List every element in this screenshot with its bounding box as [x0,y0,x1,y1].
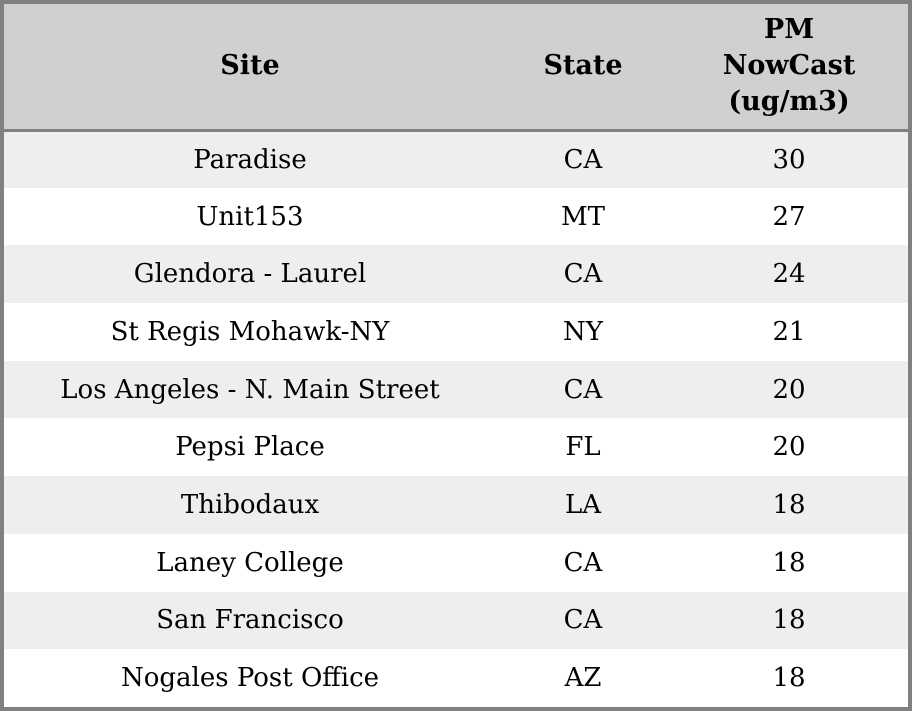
cell-state: MT [496,188,670,246]
cell-state: CA [496,592,670,650]
cell-state: LA [496,476,670,534]
table-row [4,188,908,246]
cell-pm-nowcast: 30 [670,130,908,188]
table-header [4,4,908,130]
cell-pm-nowcast: 18 [670,592,908,650]
column-header-site-label: Site [220,50,280,82]
pm-nowcast-table [4,4,908,707]
cell-site: Nogales Post Office [4,649,496,707]
table-row [4,303,908,361]
cell-state: CA [496,534,670,592]
table-row [4,130,908,188]
cell-site: San Francisco [4,592,496,650]
table-row [4,245,908,303]
cell-site: Glendora - Laurel [4,245,496,303]
header-row [4,4,908,130]
cell-pm-nowcast: 20 [670,418,908,476]
column-header-state-label: State [543,50,623,82]
cell-pm-nowcast: 27 [670,188,908,246]
table-row [4,534,908,592]
cell-state: CA [496,130,670,188]
column-header-pm-nowcast [670,4,908,130]
cell-state: FL [496,418,670,476]
table-row [4,649,908,707]
cell-pm-nowcast: 18 [670,476,908,534]
table-row [4,361,908,419]
cell-site: Pepsi Place [4,418,496,476]
cell-pm-nowcast: 24 [670,245,908,303]
table-row [4,418,908,476]
cell-site: Laney College [4,534,496,592]
cell-site: Paradise [4,130,496,188]
cell-state: CA [496,361,670,419]
column-header-pm-nowcast-label: PM NowCast (ug/m3) [722,13,856,118]
table-body [4,130,908,707]
cell-site: St Regis Mohawk-NY [4,303,496,361]
table-row [4,476,908,534]
cell-state: CA [496,245,670,303]
cell-pm-nowcast: 18 [670,534,908,592]
cell-pm-nowcast: 18 [670,649,908,707]
column-header-site [4,4,496,130]
cell-pm-nowcast: 21 [670,303,908,361]
table-row [4,592,908,650]
cell-state: AZ [496,649,670,707]
cell-site: Los Angeles - N. Main Street [4,361,496,419]
cell-pm-nowcast: 20 [670,361,908,419]
cell-site: Unit153 [4,188,496,246]
cell-site: Thibodaux [4,476,496,534]
column-header-state [496,4,670,130]
cell-state: NY [496,303,670,361]
